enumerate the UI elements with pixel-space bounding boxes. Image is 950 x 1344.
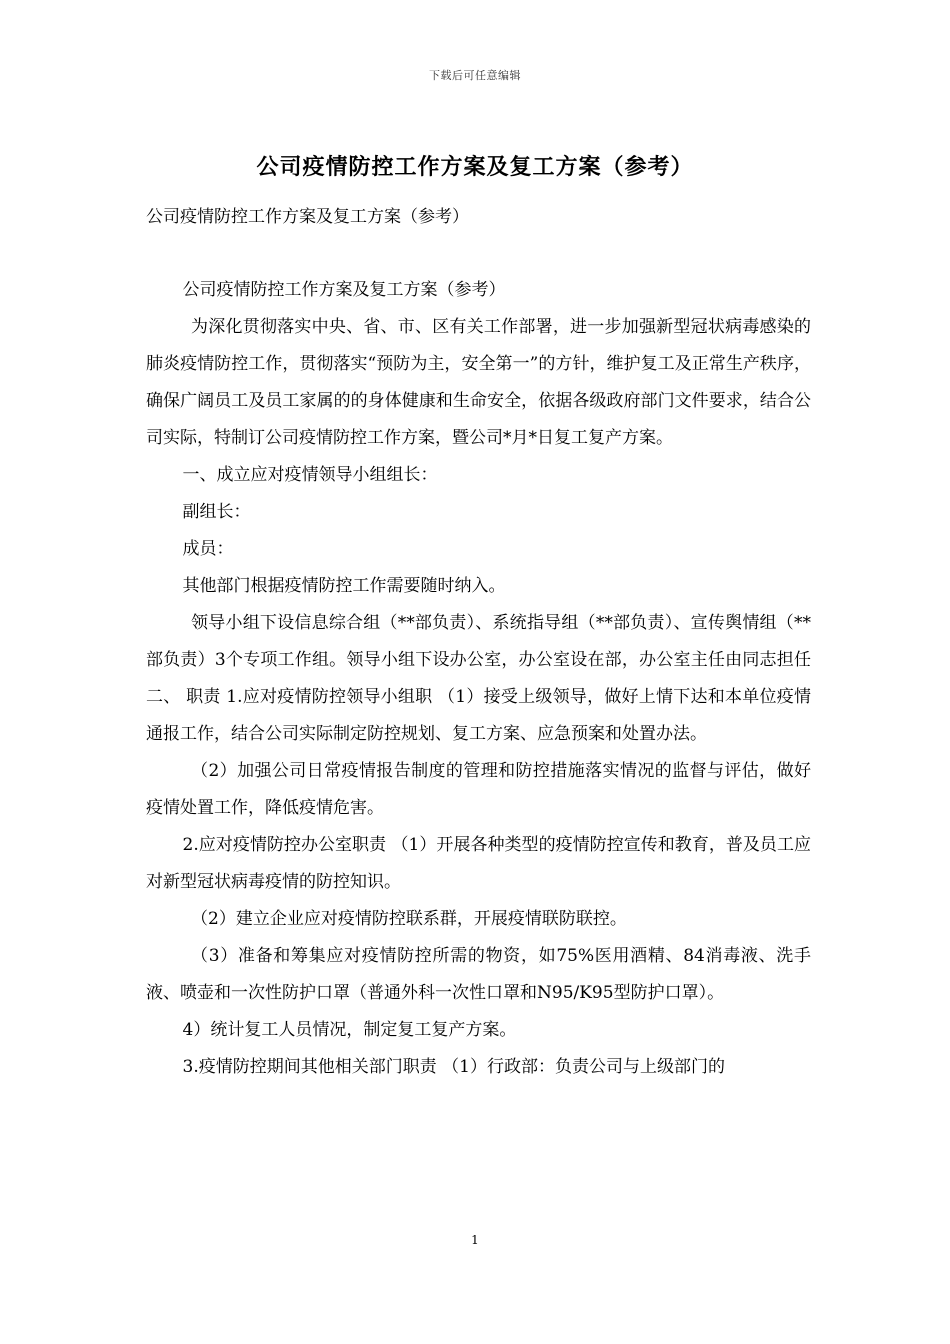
body-paragraph-other-departments: 其他部门根据疫情防控工作需要随时纳入。: [182, 576, 506, 596]
body-paragraph-deputy: 副组长：: [182, 502, 251, 522]
page-number: 1: [471, 1233, 479, 1247]
body-paragraph-contact-group: （2）建立企业应对疫情防控联系群，开展疫情联防联控。: [191, 909, 627, 929]
body-paragraph-members: 成员：: [182, 539, 234, 559]
body-paragraph-duty-2: （2）加强公司日常疫情报告制度的管理和防控措施落实情况的监督与评估，做好疫情处置工作，降低疫情危害。: [146, 761, 811, 818]
body-paragraph-office-duties: 2.应对疫情防控办公室职责 （1）开展各种类型的疫情防控宣传和教育，普及员工应对新型冠状病毒疫情的防控知识。: [146, 835, 811, 892]
body-paragraph-supplies: （3）准备和筹集应对疫情防控所需的物资，如75%医用酒精、84消毒液、洗手液、喷壶和一次性防护口罩（普通外科一次性口罩和N95/K95型防护口罩）。: [146, 946, 811, 1003]
document-title: 公司疫情防控工作方案及复工方案（参考）: [256, 154, 694, 180]
document-body: [146, 272, 811, 1086]
document-subtitle: 公司疫情防控工作方案及复工方案（参考）: [146, 207, 469, 227]
header-note: 下载后可任意编辑: [429, 69, 521, 82]
body-paragraph-section-one: 一、成立应对疫情领导小组组长：: [182, 465, 438, 485]
body-paragraph-intro: 为深化贯彻落实中央、省、市、区有关工作部署，进一步加强新型冠状病毒感染的肺炎疫情防控工作，贯彻落实“预防为主，安全第一”的方针，维护复工及正常生产秩序，确保广阔员工及员工家属的的身体健康和生命安全，依据各级政府部门文件要求，结合公司实际，特制订公司疫情防控工作方案，暨公司*月*日复工复产方案。: [146, 317, 811, 448]
body-paragraph-heading: 公司疫情防控工作方案及复工方案（参考）: [182, 280, 506, 300]
body-paragraph-other-departments-duties: 3.疫情防控期间其他相关部门职责 （1）行政部：负责公司与上级部门的: [182, 1057, 725, 1077]
body-paragraph-working-groups: 领导小组下设信息综合组（**部负责）、系统指导组（**部负责）、宣传舆情组（**部负责）3个专项工作组。领导小组下设办公室，办公室设在部，办公室主任由同志担任 二、 职责 1.应对疫情防控领导小组职 （1）接受上级领导，做好上情下达和本单位疫情通报工作，结合公司实际制定防控规划、复工方案、应急预案和处置办法。: [146, 613, 811, 744]
body-paragraph-statistics: 4）统计复工人员情况，制定复工复产方案。: [182, 1020, 517, 1040]
